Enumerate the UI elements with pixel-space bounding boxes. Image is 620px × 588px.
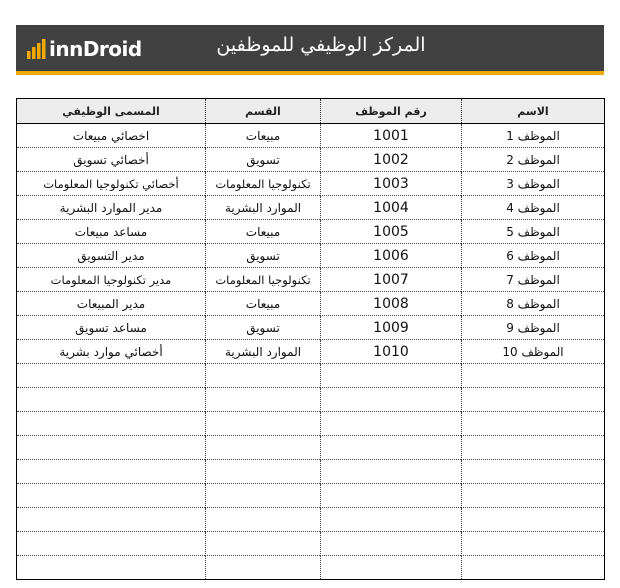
cell-department: تسويق (206, 244, 321, 268)
cell-department: تسويق (206, 316, 321, 340)
empty-cell (206, 532, 321, 556)
cell-name: الموظف 7 (462, 268, 605, 292)
empty-cell (462, 460, 605, 484)
empty-table-row (17, 508, 605, 532)
table-row (17, 220, 605, 244)
cell-employee-id: 1006 (321, 244, 462, 268)
table-row (17, 244, 605, 268)
cell-name: الموظف 5 (462, 220, 605, 244)
empty-cell (17, 436, 206, 460)
cell-department: مبيعات (206, 292, 321, 316)
column-header-job-title: المسمى الوظيفي (17, 99, 206, 124)
cell-job-title: مدير الموارد البشرية (17, 196, 206, 220)
cell-job-title: مدير المبيعات (17, 292, 206, 316)
table-row (17, 316, 605, 340)
logo (26, 36, 142, 62)
table-header-row (17, 99, 605, 124)
empty-cell (17, 508, 206, 532)
empty-table-row (17, 556, 605, 580)
empty-cell (462, 412, 605, 436)
cell-department: تسويق (206, 148, 321, 172)
empty-cell (321, 484, 462, 508)
empty-cell (321, 532, 462, 556)
empty-cell (17, 484, 206, 508)
cell-job-title: مدير تكنولوجيا المعلومات (17, 268, 206, 292)
table-row (17, 268, 605, 292)
table-row (17, 148, 605, 172)
empty-cell (206, 484, 321, 508)
empty-table-row (17, 532, 605, 556)
table-row (17, 172, 605, 196)
empty-cell (321, 460, 462, 484)
empty-cell (206, 364, 321, 388)
empty-cell (321, 556, 462, 580)
empty-cell (206, 436, 321, 460)
cell-employee-id: 1004 (321, 196, 462, 220)
empty-cell (17, 364, 206, 388)
empty-cell (17, 460, 206, 484)
cell-department: تكنولوجيا المعلومات (206, 268, 321, 292)
empty-cell (17, 412, 206, 436)
empty-cell (17, 556, 206, 580)
column-header-employee-id: رقم الموظف (321, 99, 462, 124)
cell-employee-id: 1002 (321, 148, 462, 172)
empty-cell (206, 508, 321, 532)
cell-employee-id: 1010 (321, 340, 462, 364)
table-row (17, 124, 605, 148)
cell-employee-id: 1001 (321, 124, 462, 148)
empty-table-row (17, 436, 605, 460)
empty-table-row (17, 412, 605, 436)
cell-name: الموظف 9 (462, 316, 605, 340)
cell-employee-id: 1005 (321, 220, 462, 244)
empty-cell (206, 556, 321, 580)
cell-job-title: مساعد تسويق (17, 316, 206, 340)
cell-employee-id: 1008 (321, 292, 462, 316)
cell-employee-id: 1007 (321, 268, 462, 292)
cell-job-title: مدير التسويق (17, 244, 206, 268)
column-header-department: القسم (206, 99, 321, 124)
empty-cell (321, 508, 462, 532)
cell-name: الموظف 3 (462, 172, 605, 196)
empty-cell (321, 388, 462, 412)
empty-table-row (17, 484, 605, 508)
empty-cell (321, 364, 462, 388)
cell-job-title: أخصائي تسويق (17, 148, 206, 172)
cell-name: الموظف 1 (462, 124, 605, 148)
empty-cell (462, 388, 605, 412)
header-bar (16, 25, 604, 75)
empty-table-row (17, 364, 605, 388)
cell-department: تكنولوجيا المعلومات (206, 172, 321, 196)
empty-cell (321, 412, 462, 436)
cell-name: الموظف 8 (462, 292, 605, 316)
cell-job-title: أخصائي موارد بشرية (17, 340, 206, 364)
column-header-name: الاسم (462, 99, 605, 124)
cell-employee-id: 1009 (321, 316, 462, 340)
cell-name: الموظف 10 (462, 340, 605, 364)
cell-job-title: مساعد مبيعات (17, 220, 206, 244)
empty-cell (462, 436, 605, 460)
empty-cell (206, 388, 321, 412)
cell-department: مبيعات (206, 124, 321, 148)
cell-name: الموظف 6 (462, 244, 605, 268)
empty-cell (462, 364, 605, 388)
cell-employee-id: 1003 (321, 172, 462, 196)
empty-table-row (17, 388, 605, 412)
employee-table (16, 98, 605, 580)
cell-department: الموارد البشرية (206, 196, 321, 220)
cell-job-title: أخصائي تكنولوجيا المعلومات (17, 172, 206, 196)
empty-cell (462, 508, 605, 532)
cell-name: الموظف 2 (462, 148, 605, 172)
empty-cell (206, 412, 321, 436)
empty-cell (462, 556, 605, 580)
empty-table-row (17, 460, 605, 484)
empty-cell (17, 532, 206, 556)
cell-job-title: اخصائي مبيعات (17, 124, 206, 148)
cell-department: مبيعات (206, 220, 321, 244)
logo-text: innDroid (49, 37, 142, 61)
bar-chart-logo-icon (26, 38, 48, 60)
empty-cell (321, 436, 462, 460)
empty-cell (17, 388, 206, 412)
page-title: المركز الوظيفي للموظفين (216, 34, 426, 56)
empty-cell (462, 484, 605, 508)
cell-name: الموظف 4 (462, 196, 605, 220)
table-row (17, 340, 605, 364)
cell-department: الموارد البشرية (206, 340, 321, 364)
table-row (17, 196, 605, 220)
empty-cell (462, 532, 605, 556)
table-row (17, 292, 605, 316)
empty-cell (206, 460, 321, 484)
